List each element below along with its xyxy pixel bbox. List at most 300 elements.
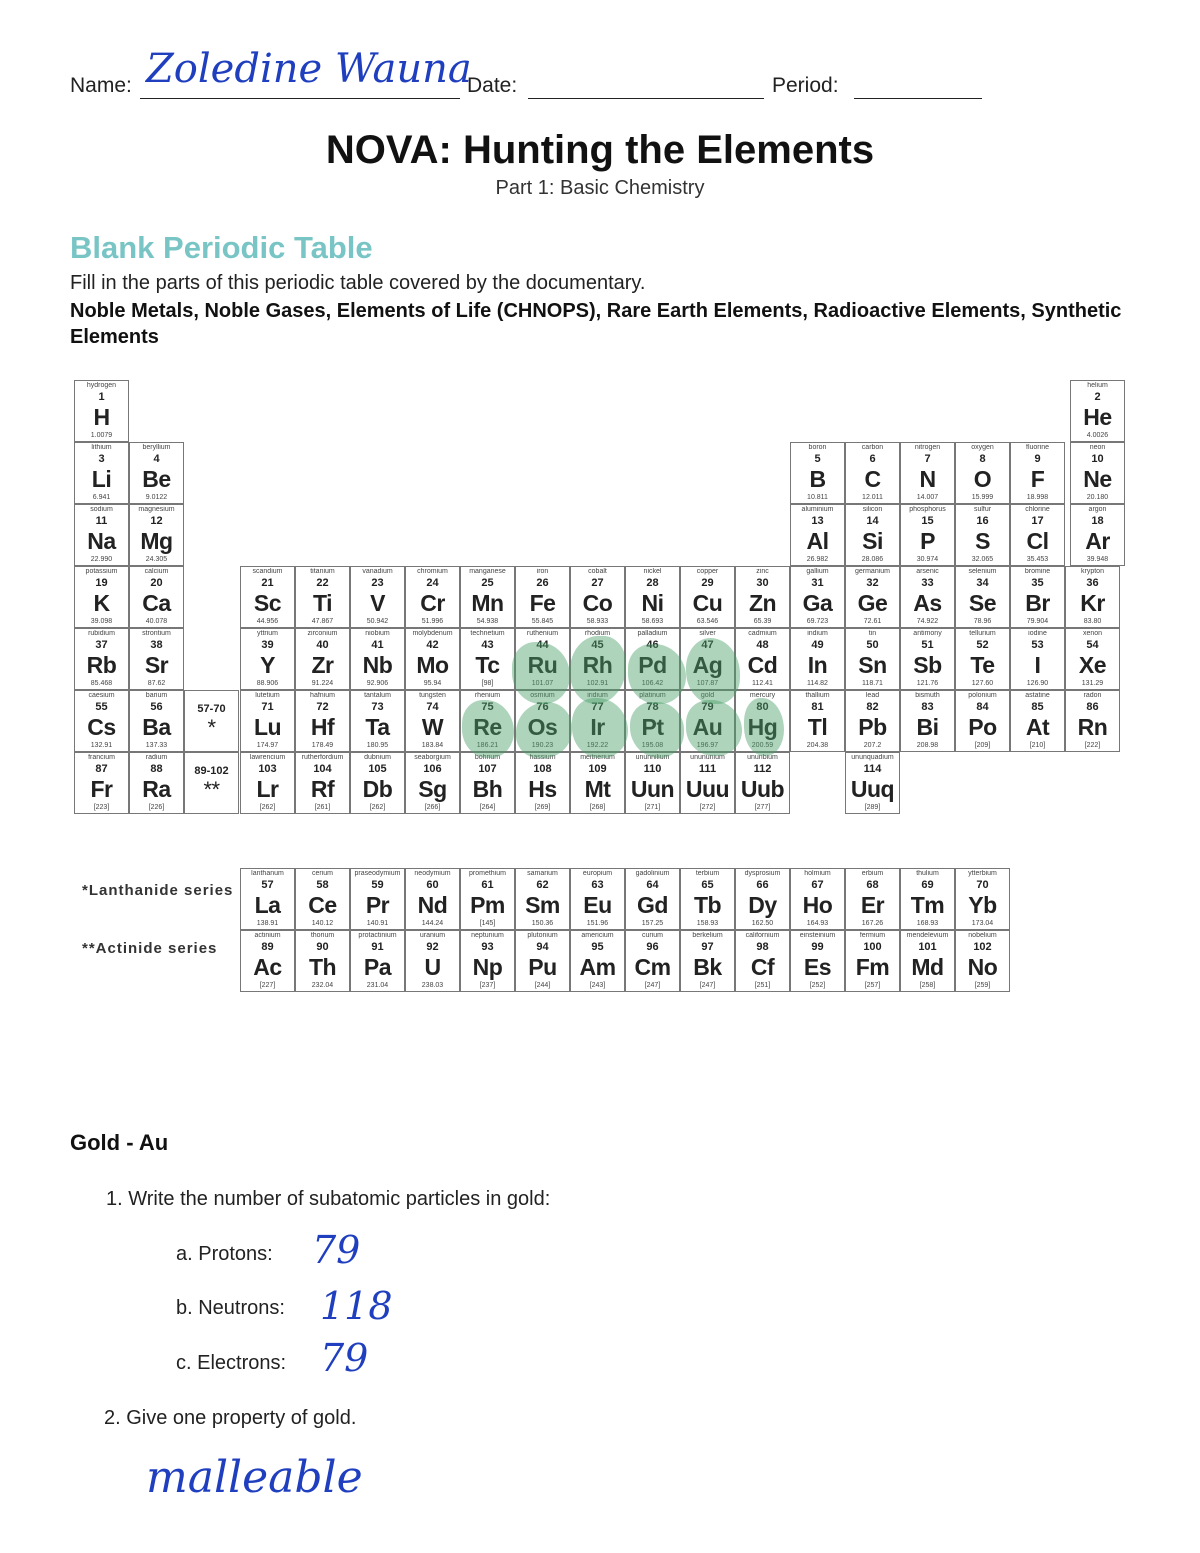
element-cell-pm <box>460 868 515 930</box>
element-name: calcium <box>144 568 169 575</box>
atomic-weight: [226] <box>148 804 165 811</box>
element-cell-ga <box>790 566 845 628</box>
element-symbol: Pb <box>858 714 887 740</box>
element-symbol: Hs <box>528 776 557 802</box>
element-cell-h <box>74 380 129 442</box>
element-cell-sm <box>515 868 570 930</box>
atomic-number: 107 <box>478 763 497 775</box>
element-symbol: In <box>807 652 828 678</box>
element-symbol: Pd <box>638 652 667 678</box>
element-name: holmium <box>804 870 831 877</box>
element-name: rhenium <box>474 692 501 699</box>
element-name: indium <box>807 630 828 637</box>
element-symbol: O <box>973 466 992 492</box>
element-cell-nb <box>350 628 405 690</box>
date-field[interactable] <box>528 76 764 99</box>
element-symbol: Lr <box>256 776 279 802</box>
element-name: titanium <box>310 568 335 575</box>
atomic-number: 87 <box>95 763 108 775</box>
page-subtitle: Part 1: Basic Chemistry <box>495 177 705 199</box>
atomic-number: 110 <box>643 763 662 775</box>
atomic-number: 93 <box>481 941 494 953</box>
atomic-number: 39 <box>261 639 274 651</box>
element-cell-ho <box>790 868 845 930</box>
element-name: nobelium <box>968 932 997 939</box>
atomic-number: 75 <box>481 701 494 713</box>
atomic-weight: 208.98 <box>916 742 939 749</box>
element-cell-lr <box>240 752 295 814</box>
element-name: meitnerium <box>580 754 615 761</box>
element-cell-po <box>955 690 1010 752</box>
atomic-number: 63 <box>591 879 604 891</box>
atomic-weight: 173.04 <box>971 920 994 927</box>
element-cell-cm <box>625 930 680 992</box>
atomic-number: 83 <box>921 701 934 713</box>
element-name: dubnium <box>364 754 391 761</box>
atomic-weight: 101.07 <box>531 680 554 687</box>
atomic-weight: 18.998 <box>1026 494 1049 501</box>
element-symbol: Li <box>91 466 112 492</box>
element-symbol: Ba <box>142 714 171 740</box>
atomic-number: 29 <box>701 577 714 589</box>
element-name: ytterbium <box>968 870 997 877</box>
element-cell-te <box>955 628 1010 690</box>
element-symbol: Th <box>308 954 337 980</box>
element-name: scandium <box>252 568 283 575</box>
element-symbol: Hf <box>310 714 335 740</box>
atomic-weight: 30.974 <box>916 556 939 563</box>
element-symbol: Sm <box>525 892 560 918</box>
atomic-number: 14 <box>866 515 879 527</box>
element-name: boron <box>808 444 827 451</box>
element-cell-al <box>790 504 845 566</box>
element-symbol: Hg <box>747 714 778 740</box>
atomic-weight: 69.723 <box>806 618 829 625</box>
atomic-number: 35 <box>1031 577 1044 589</box>
element-name: molybdenum <box>412 630 453 637</box>
atomic-number: 44 <box>536 639 549 651</box>
atomic-number: 10 <box>1091 453 1104 465</box>
element-symbol: Nd <box>417 892 448 918</box>
protons-answer: 79 <box>312 1228 361 1272</box>
atomic-number: 76 <box>536 701 549 713</box>
atomic-weight: 83.80 <box>1083 618 1102 625</box>
element-symbol: Rf <box>310 776 335 802</box>
atomic-number: 59 <box>371 879 384 891</box>
element-cell-as <box>900 566 955 628</box>
element-symbol: I <box>1034 652 1041 678</box>
element-name: francium <box>88 754 115 761</box>
element-symbol: Pu <box>528 954 557 980</box>
atomic-weight: 200.59 <box>751 742 774 749</box>
atomic-number: 109 <box>588 763 607 775</box>
element-symbol: Tc <box>475 652 500 678</box>
atomic-weight: 63.546 <box>696 618 719 625</box>
element-symbol: No <box>967 954 998 980</box>
atomic-number: 11 <box>95 515 108 527</box>
element-cell-yb <box>955 868 1010 930</box>
element-name: astatine <box>1025 692 1050 699</box>
atomic-number: 94 <box>536 941 549 953</box>
element-cell-cr <box>405 566 460 628</box>
atomic-number: 5 <box>814 453 821 465</box>
atomic-weight: 6.941 <box>92 494 111 501</box>
element-symbol: Ta <box>365 714 390 740</box>
element-symbol: Na <box>87 528 116 554</box>
element-name: antimony <box>913 630 942 637</box>
element-name: oxygen <box>971 444 994 451</box>
element-name: dysprosium <box>744 870 781 877</box>
atomic-number: 7 <box>924 453 931 465</box>
atomic-weight: 24.305 <box>145 556 168 563</box>
element-cell-ni <box>625 566 680 628</box>
atomic-number: 86 <box>1086 701 1099 713</box>
element-cell-ac <box>240 930 295 992</box>
element-name: iodine <box>1028 630 1047 637</box>
atomic-number: 42 <box>426 639 439 651</box>
atomic-number: 111 <box>698 763 717 775</box>
atomic-number: 20 <box>150 577 163 589</box>
atomic-weight: 4.0026 <box>1086 432 1109 439</box>
element-name: copper <box>696 568 719 575</box>
atomic-number: 70 <box>976 879 989 891</box>
element-symbol: Si <box>862 528 883 554</box>
actinide-label: **Actinide series <box>82 940 218 957</box>
atomic-number: 49 <box>811 639 824 651</box>
element-symbol: Ac <box>253 954 282 980</box>
element-cell-bk <box>680 930 735 992</box>
element-cell-in <box>790 628 845 690</box>
atomic-weight: [210] <box>1029 742 1046 749</box>
atomic-weight: [252] <box>809 982 826 989</box>
atomic-weight: 65.39 <box>753 618 772 625</box>
element-cell-mn <box>460 566 515 628</box>
element-cell-uuq <box>845 752 900 814</box>
element-cell-co <box>570 566 625 628</box>
atomic-weight: 118.71 <box>862 680 883 687</box>
element-name: tungsten <box>419 692 446 699</box>
atomic-weight: 207.2 <box>863 742 882 749</box>
element-cell-o <box>955 442 1010 504</box>
atomic-number: 90 <box>316 941 329 953</box>
element-symbol: Pa <box>363 954 392 980</box>
atomic-weight: [271] <box>644 804 661 811</box>
atomic-number: 100 <box>863 941 882 953</box>
element-symbol: Ar <box>1085 528 1110 554</box>
atomic-number: 102 <box>973 941 992 953</box>
element-symbol: Cu <box>692 590 723 616</box>
element-symbol: Te <box>970 652 995 678</box>
element-name: argon <box>1088 506 1107 513</box>
element-cell-la <box>240 868 295 930</box>
atomic-number: 55 <box>95 701 108 713</box>
period-field[interactable] <box>854 76 982 99</box>
element-symbol: Ti <box>312 590 333 616</box>
element-cell-eu <box>570 868 625 930</box>
atomic-weight: 231.04 <box>366 982 389 989</box>
element-cell-uub <box>735 752 790 814</box>
element-cell-br <box>1010 566 1065 628</box>
element-name: phosphorus <box>909 506 946 513</box>
atomic-number: 37 <box>95 639 108 651</box>
element-cell-ta <box>350 690 405 752</box>
atomic-number: 68 <box>866 879 879 891</box>
element-name: erbium <box>861 870 884 877</box>
element-symbol: Po <box>968 714 997 740</box>
atomic-weight: 140.91 <box>366 920 389 927</box>
atomic-weight: [277] <box>754 804 771 811</box>
atomic-weight: 102.91 <box>586 680 609 687</box>
element-name: lutetium <box>255 692 280 699</box>
atomic-weight: 74.922 <box>916 618 939 625</box>
atomic-weight: 121.76 <box>916 680 939 687</box>
element-symbol: Sr <box>144 652 169 678</box>
atomic-weight: [145] <box>479 920 496 927</box>
element-symbol: W <box>421 714 444 740</box>
atomic-weight: 151.96 <box>586 920 609 927</box>
element-symbol: H <box>93 404 110 430</box>
element-name: zirconium <box>307 630 338 637</box>
element-symbol: Sg <box>418 776 447 802</box>
element-symbol: Ca <box>142 590 171 616</box>
element-name: thallium <box>805 692 830 699</box>
atomic-weight: 167.26 <box>861 920 884 927</box>
atomic-weight: [247] <box>699 982 716 989</box>
element-symbol: * <box>207 715 216 740</box>
atomic-weight: 9.0122 <box>145 494 168 501</box>
atomic-weight: 164.93 <box>806 920 829 927</box>
atomic-weight: [262] <box>259 804 276 811</box>
element-symbol: Y <box>260 652 275 678</box>
element-name: tin <box>868 630 877 637</box>
element-cell-dy <box>735 868 790 930</box>
atomic-weight: 26.982 <box>806 556 829 563</box>
atomic-weight: 72.61 <box>863 618 882 625</box>
element-name: radium <box>145 754 168 761</box>
element-symbol: Pm <box>470 892 505 918</box>
atomic-number: 77 <box>591 701 604 713</box>
element-cell-y <box>240 628 295 690</box>
element-symbol: Be <box>142 466 171 492</box>
element-name: praseodymium <box>354 870 401 877</box>
element-cell-ne <box>1070 442 1125 504</box>
element-name: ununnilium <box>635 754 670 761</box>
atomic-number: 97 <box>701 941 714 953</box>
atomic-weight: 204.38 <box>806 742 829 749</box>
element-name: xenon <box>1082 630 1103 637</box>
atomic-weight: 95.94 <box>423 680 442 687</box>
element-symbol: Er <box>860 892 885 918</box>
atomic-number: 65 <box>701 879 714 891</box>
element-name: arsenic <box>916 568 939 575</box>
element-symbol: Mg <box>140 528 173 554</box>
element-cell-lanthanides-placeholder <box>184 690 239 752</box>
element-symbol: Ho <box>802 892 833 918</box>
element-cell-rb <box>74 628 129 690</box>
electrons-answer: 79 <box>320 1336 369 1380</box>
element-cell-fm <box>845 930 900 992</box>
atomic-number: 19 <box>95 577 108 589</box>
atomic-weight: 47.867 <box>311 618 334 625</box>
element-symbol: C <box>864 466 881 492</box>
element-name: iron <box>536 568 549 575</box>
atomic-number: 91 <box>371 941 384 953</box>
element-name: americium <box>581 932 614 939</box>
neutrons-label: b. Neutrons: <box>176 1297 285 1319</box>
element-cell-sr <box>129 628 184 690</box>
element-cell-si <box>845 504 900 566</box>
element-symbol: Br <box>1025 590 1050 616</box>
element-symbol: Lu <box>253 714 282 740</box>
element-symbol: Nb <box>362 652 393 678</box>
atomic-number: 60 <box>426 879 439 891</box>
element-cell-tl <box>790 690 845 752</box>
atomic-weight: 1.0079 <box>90 432 113 439</box>
element-symbol: Cf <box>750 954 775 980</box>
element-cell-cf <box>735 930 790 992</box>
element-name: iridium <box>587 692 608 699</box>
atomic-number: 82 <box>866 701 879 713</box>
element-cell-f <box>1010 442 1065 504</box>
element-symbol: Mt <box>584 776 611 802</box>
element-name: selenium <box>968 568 997 575</box>
atomic-weight: 78.96 <box>973 618 992 625</box>
lanthanide-label: *Lanthanide series <box>82 882 234 899</box>
element-symbol: He <box>1083 404 1112 430</box>
element-symbol: Zn <box>748 590 777 616</box>
element-symbol: Cd <box>747 652 778 678</box>
atomic-number: 6 <box>869 453 876 465</box>
element-name: hydrogen <box>86 382 117 389</box>
atomic-number: 43 <box>481 639 494 651</box>
atomic-weight: 144.24 <box>421 920 444 927</box>
element-symbol: Tm <box>910 892 945 918</box>
atomic-weight: 112.41 <box>752 680 773 687</box>
element-cell-cs <box>74 690 129 752</box>
atomic-number: 66 <box>756 879 769 891</box>
element-symbol: Np <box>472 954 503 980</box>
atomic-weight: 162.50 <box>751 920 774 927</box>
element-symbol: U <box>424 954 441 980</box>
atomic-number: 41 <box>371 639 384 651</box>
element-symbol: Rn <box>1077 714 1108 740</box>
element-symbol: Bh <box>472 776 503 802</box>
atomic-number: 45 <box>591 639 604 651</box>
element-cell-xe <box>1065 628 1120 690</box>
atomic-weight: 58.693 <box>641 618 664 625</box>
atomic-number: 18 <box>1091 515 1104 527</box>
atomic-number: 89 <box>261 941 274 953</box>
element-symbol: Zr <box>311 652 334 678</box>
element-name: beryllium <box>142 444 171 451</box>
element-name: gold <box>700 692 715 699</box>
protons-label: a. Protons: <box>176 1243 273 1265</box>
atomic-number: 36 <box>1086 577 1099 589</box>
element-symbol: Mn <box>471 590 504 616</box>
atomic-number: 105 <box>368 763 387 775</box>
atomic-weight: [209] <box>974 742 991 749</box>
atomic-number: 4 <box>153 453 160 465</box>
topics-list: Noble Metals, Noble Gases, Elements of Life (CHNOPS), Rare Earth Elements, Radioactive Elements, Synthetic Elements <box>70 300 1122 348</box>
element-name: promethium <box>469 870 506 877</box>
element-name: berkelium <box>692 932 723 939</box>
atomic-weight: 54.938 <box>476 618 499 625</box>
atomic-weight: 132.91 <box>90 742 113 749</box>
element-cell-sn <box>845 628 900 690</box>
atomic-weight: 58.933 <box>586 618 609 625</box>
element-symbol: Yb <box>968 892 997 918</box>
element-cell-ge <box>845 566 900 628</box>
atomic-number: 27 <box>591 577 604 589</box>
element-name: plutonium <box>527 932 558 939</box>
element-cell-bi <box>900 690 955 752</box>
element-cell-n <box>900 442 955 504</box>
element-cell-v <box>350 566 405 628</box>
element-symbol: Os <box>527 714 558 740</box>
element-name: vanadium <box>362 568 393 575</box>
element-symbol: Cm <box>634 954 671 980</box>
element-symbol: Db <box>362 776 393 802</box>
element-cell-er <box>845 868 900 930</box>
atomic-weight: 15.999 <box>971 494 994 501</box>
atomic-weight: [259] <box>974 982 991 989</box>
atomic-weight: 85.468 <box>90 680 113 687</box>
atomic-weight: 32.065 <box>971 556 994 563</box>
element-symbol: Uub <box>740 776 785 802</box>
element-name: chromium <box>417 568 448 575</box>
element-name: mendelevium <box>906 932 949 939</box>
atomic-number: 79 <box>701 701 714 713</box>
element-name: samarium <box>527 870 558 877</box>
atomic-number: 64 <box>646 879 659 891</box>
element-cell-sc <box>240 566 295 628</box>
element-cell-rn <box>1065 690 1120 752</box>
atomic-weight: 14.007 <box>916 494 939 501</box>
element-name: mercury <box>749 692 776 699</box>
atomic-weight: 88.906 <box>256 680 279 687</box>
atomic-weight: [237] <box>479 982 496 989</box>
element-cell-nd <box>405 868 460 930</box>
atomic-number: 61 <box>481 879 494 891</box>
atomic-number: 88 <box>150 763 163 775</box>
atomic-number: 89-102 <box>194 765 229 777</box>
element-cell-bh <box>460 752 515 814</box>
element-symbol: Ce <box>308 892 337 918</box>
element-cell-actinides-placeholder <box>184 752 239 814</box>
element-name: cobalt <box>588 568 607 575</box>
element-name: lanthanum <box>251 870 284 877</box>
atomic-weight: 51.996 <box>421 618 444 625</box>
element-name: helium <box>1087 382 1108 389</box>
atomic-weight: 157.25 <box>641 920 664 927</box>
atomic-weight: 174.97 <box>256 742 279 749</box>
atomic-number: 9 <box>1034 453 1041 465</box>
element-name: ununbium <box>747 754 778 761</box>
element-symbol: Cs <box>87 714 116 740</box>
atomic-number: 17 <box>1031 515 1044 527</box>
atomic-number: 31 <box>811 577 824 589</box>
element-symbol: Se <box>968 590 997 616</box>
element-cell-tb <box>680 868 735 930</box>
element-symbol: B <box>809 466 826 492</box>
atomic-weight: 40.078 <box>145 618 168 625</box>
atomic-number: 74 <box>426 701 439 713</box>
atomic-weight: [262] <box>369 804 386 811</box>
atomic-number: 46 <box>646 639 659 651</box>
element-name: neon <box>1089 444 1106 451</box>
element-name: hassium <box>529 754 556 761</box>
atomic-weight: 22.990 <box>90 556 113 563</box>
